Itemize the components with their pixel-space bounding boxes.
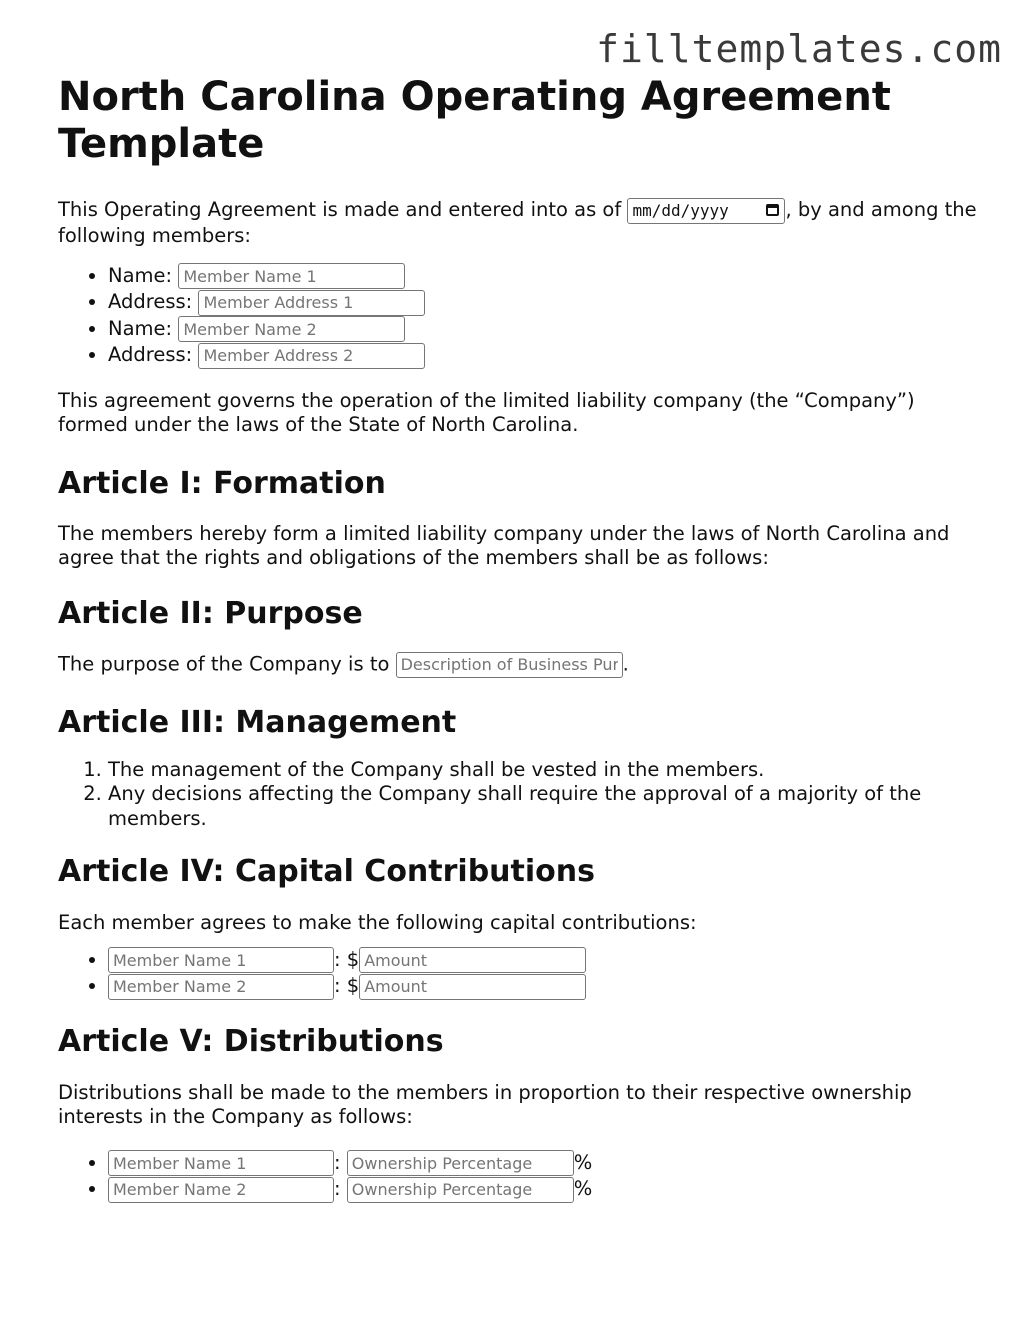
document-page xyxy=(58,74,988,1203)
purpose-text-before: The purpose of the Company is to xyxy=(58,652,396,675)
separator: : $ xyxy=(334,947,360,971)
distribution-member-2-input[interactable] xyxy=(108,1177,334,1203)
agreement-date-input[interactable] xyxy=(627,198,785,224)
date-placeholder: mm/dd/yyyy xyxy=(632,201,729,220)
article-5-heading: Article V: Distributions xyxy=(58,1023,444,1059)
member-label: Address: xyxy=(108,290,193,313)
list-item xyxy=(108,342,988,369)
article-3-heading: Article III: Management xyxy=(58,704,457,740)
intro-text-after: , by and among the following members: xyxy=(58,198,977,247)
ownership-percentage-1-input[interactable] xyxy=(347,1150,574,1176)
member-name-1-input[interactable] xyxy=(178,263,405,289)
separator: : xyxy=(334,1177,347,1200)
member-label: Address: xyxy=(108,343,193,366)
separator: : xyxy=(334,1150,347,1174)
distribution-member-1-input[interactable] xyxy=(108,1150,334,1176)
distribution-list xyxy=(58,1150,988,1203)
calendar-icon[interactable] xyxy=(766,204,779,216)
contribution-amount-1-input[interactable] xyxy=(359,947,586,973)
purpose-text-after: . xyxy=(622,652,629,675)
member-address-2-input[interactable] xyxy=(198,343,425,369)
contribution-member-2-input[interactable] xyxy=(108,974,334,1000)
article-4-text: Each member agrees to make the following capital contributions: xyxy=(58,911,697,934)
article-5-text: Distributions shall be made to the members in proportion to their respective ownership interests in the Company as follows: xyxy=(58,1080,912,1128)
intro-paragraph xyxy=(58,198,988,249)
article-1-heading: Article I: Formation xyxy=(58,465,386,501)
page-title: North Carolina Operating Agreement Template xyxy=(58,74,891,167)
article-1-text: The members hereby form a limited liability company under the laws of North Carolina and agree that the rights and obligations of the members shall be as follows: xyxy=(58,521,950,569)
governs-paragraph: This agreement governs the operation of the limited liability company (the “Company”) formed under the laws of the State of North Carolina. xyxy=(58,388,915,436)
management-list xyxy=(58,758,988,832)
member-label: Name: xyxy=(108,263,173,287)
list-item xyxy=(108,1150,988,1177)
list-item xyxy=(108,316,988,343)
member-name-2-input[interactable] xyxy=(178,316,405,342)
list-item: 2. Any decisions affecting the Company shall require the approval of a majority of the members. xyxy=(108,782,988,831)
contribution-amount-2-input[interactable] xyxy=(359,974,586,1000)
list-item xyxy=(108,1176,988,1203)
contribution-member-1-input[interactable] xyxy=(108,947,334,973)
list-item xyxy=(108,947,988,974)
watermark: filltemplates.com xyxy=(596,27,1002,71)
list-item: 1. The management of the Company shall be vested in the members. xyxy=(108,758,988,783)
ownership-percentage-2-input[interactable] xyxy=(347,1177,574,1203)
separator: : $ xyxy=(334,974,360,997)
list-item xyxy=(108,263,988,290)
member-label: Name: xyxy=(108,316,173,340)
article-2-heading: Article II: Purpose xyxy=(58,595,363,631)
contribution-list xyxy=(58,947,988,1000)
list-item xyxy=(108,289,988,316)
percent-suffix: % xyxy=(573,1177,593,1200)
member-list xyxy=(58,263,988,369)
list-item xyxy=(108,973,988,1000)
member-address-1-input[interactable] xyxy=(198,290,425,316)
article-2-text xyxy=(58,652,988,678)
business-purpose-input[interactable] xyxy=(396,652,623,678)
percent-suffix: % xyxy=(573,1150,593,1174)
intro-text-before: This Operating Agreement is made and entered into as of xyxy=(58,198,628,221)
article-4-heading: Article IV: Capital Contributions xyxy=(58,854,595,889)
